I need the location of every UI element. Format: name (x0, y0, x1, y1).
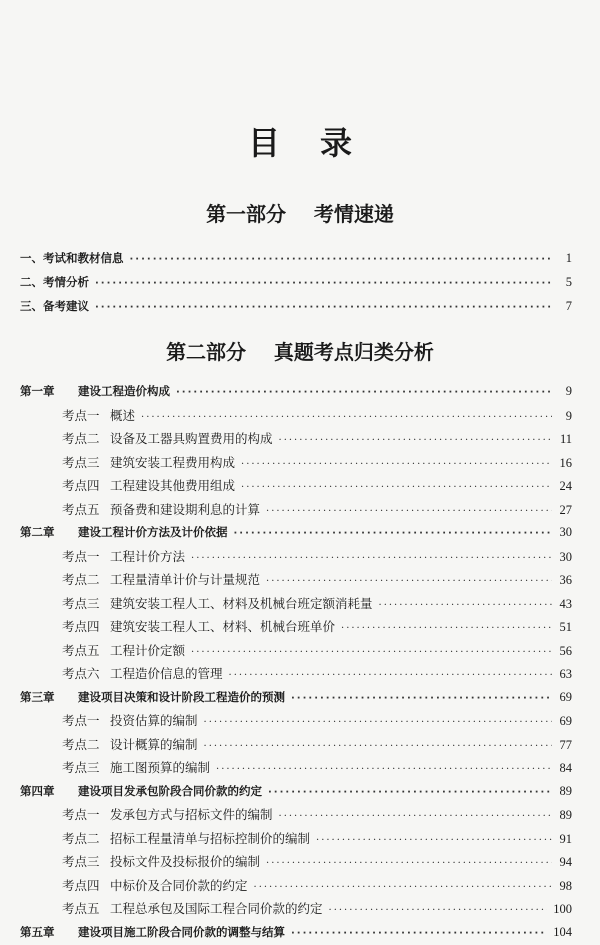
dot-leader (241, 476, 552, 500)
toc-entry-text: 中标价及合同价款的约定 (110, 874, 248, 898)
toc-entry-point[interactable] (20, 592, 572, 616)
toc-entry-text: 工程总承包及国际工程合同价款的约定 (110, 897, 323, 921)
toc-page-number: 24 (558, 475, 572, 499)
toc-entry-point[interactable] (20, 427, 572, 451)
toc-page-number: 9 (558, 380, 572, 404)
toc-entry-label (20, 521, 228, 545)
toc-entry-point[interactable] (20, 756, 572, 780)
toc-entry-label (62, 498, 260, 522)
toc-entry-text: 投资估算的编制 (110, 709, 198, 733)
dot-leader (379, 594, 552, 618)
toc-entry-chapter[interactable] (20, 921, 572, 945)
toc-page-number: 30 (558, 546, 572, 570)
toc-entry-prefix: 考点二 (62, 427, 110, 451)
toc-entry-point[interactable] (20, 733, 572, 757)
toc-entry-chapter[interactable] (20, 780, 572, 804)
toc-entry-point[interactable] (20, 545, 572, 569)
toc-entry-prefix: 考点四 (62, 874, 110, 898)
dot-leader (316, 829, 552, 853)
toc-entry-label (20, 380, 170, 404)
toc-entry-prefix: 考点三 (62, 592, 110, 616)
toc-entry-text: 施工图预算的编制 (110, 756, 210, 780)
toc-entry-prefix: 考点三 (62, 451, 110, 475)
toc-entry-prefix: 考点二 (62, 827, 110, 851)
toc-entry-point[interactable] (20, 709, 572, 733)
toc-entry-point[interactable] (20, 639, 572, 663)
toc-entry-label (62, 404, 135, 428)
toc-page-number: 69 (558, 710, 572, 734)
dot-leader (266, 852, 552, 876)
toc-entry-prefix: 考点五 (62, 498, 110, 522)
toc-entry-text: 工程量清单计价与计量规范 (110, 568, 260, 592)
toc-entry-text: 工程建设其他费用组成 (110, 474, 235, 498)
toc-entry-text: 工程造价信息的管理 (110, 662, 223, 686)
toc-entry-label (62, 639, 185, 663)
dot-leader (176, 381, 552, 405)
toc-entry-prefix: 第一章 (20, 380, 78, 404)
toc-entry-point[interactable] (20, 874, 572, 898)
toc-entry-label (62, 756, 210, 780)
toc-entry-text: 工程计价方法 (110, 545, 185, 569)
toc-page-number: 1 (558, 246, 572, 270)
dot-leader (279, 429, 552, 453)
dot-leader (266, 570, 552, 594)
toc-entry-label (20, 686, 285, 710)
dot-leader (279, 805, 552, 829)
toc-entry-text: 建设项目施工阶段合同价款的调整与结算 (78, 921, 285, 945)
toc-entry-label (62, 709, 198, 733)
toc-page-number: 89 (558, 804, 572, 828)
toc-page-number: 104 (553, 921, 572, 945)
toc-entry-label (62, 427, 273, 451)
toc-page-number: 36 (558, 569, 572, 593)
toc-entry-label (62, 733, 198, 757)
toc-entry-text: 发承包方式与招标文件的编制 (110, 803, 273, 827)
toc-entry-text: 备考建议 (43, 294, 89, 318)
dot-leader (191, 547, 552, 571)
toc-entry-prefix: 一、 (20, 246, 43, 270)
dot-leader (229, 664, 552, 688)
toc-entry-label (20, 780, 262, 804)
dot-leader (341, 617, 552, 641)
toc-entry-chapter[interactable] (20, 380, 572, 404)
dot-leader (130, 248, 553, 272)
toc-entry-prefix: 考点一 (62, 803, 110, 827)
toc-page-number: 16 (558, 452, 572, 476)
toc-entry-text: 概述 (110, 404, 135, 428)
dot-leader (291, 687, 552, 711)
toc-page-number: 30 (558, 521, 572, 545)
toc-page-number: 56 (558, 640, 572, 664)
toc-entry-label (62, 827, 310, 851)
toc-entry-label (62, 874, 248, 898)
part2-heading: 第二部分 真题考点归类分析 (0, 336, 600, 365)
toc-entry-label (20, 294, 89, 318)
toc-entry-point[interactable] (20, 897, 572, 921)
dot-leader (204, 735, 552, 759)
toc-entry-text: 考情分析 (43, 270, 89, 294)
toc-page-number: 69 (558, 686, 572, 710)
toc-entry-label (62, 592, 373, 616)
toc-entry-prefix: 考点三 (62, 756, 110, 780)
toc-entry-point[interactable] (20, 803, 572, 827)
toc-entry-prefix: 考点四 (62, 615, 110, 639)
dot-leader (254, 876, 552, 900)
toc-entry-point[interactable] (20, 404, 572, 428)
toc-entry-text: 建设项目决策和设计阶段工程造价的预测 (78, 686, 285, 710)
toc-entry-chapter[interactable] (20, 294, 572, 318)
toc-entry-prefix: 考点二 (62, 568, 110, 592)
toc-entry-label (20, 270, 89, 294)
part2-toc-list (20, 380, 572, 944)
toc-entry-prefix: 第二章 (20, 521, 78, 545)
toc-entry-label (62, 545, 185, 569)
dot-leader (329, 899, 548, 923)
toc-entry-prefix: 考点五 (62, 639, 110, 663)
toc-page-number: 51 (558, 616, 572, 640)
dot-leader (191, 641, 552, 665)
toc-entry-label (62, 615, 335, 639)
toc-entry-point[interactable] (20, 662, 572, 686)
toc-entry-label (62, 451, 235, 475)
dot-leader (234, 522, 553, 546)
toc-entry-text: 设计概算的编制 (110, 733, 198, 757)
toc-entry-text: 建筑安装工程人工、材料、机械台班单价 (110, 615, 335, 639)
toc-entry-chapter[interactable] (20, 246, 572, 270)
toc-entry-point[interactable] (20, 498, 572, 522)
toc-entry-prefix: 考点五 (62, 897, 110, 921)
toc-entry-label (20, 246, 124, 270)
toc-entry-chapter[interactable] (20, 270, 572, 294)
toc-page-number: 7 (558, 294, 572, 318)
toc-page-number: 63 (558, 663, 572, 687)
toc-entry-prefix: 第四章 (20, 780, 78, 804)
toc-entry-label (62, 850, 260, 874)
dot-leader (266, 500, 552, 524)
toc-entry-point[interactable] (20, 474, 572, 498)
toc-entry-point[interactable] (20, 850, 572, 874)
toc-page-number: 84 (558, 757, 572, 781)
toc-entry-text: 考试和教材信息 (43, 246, 124, 270)
part1-toc-list (20, 246, 572, 318)
toc-entry-text: 建设工程计价方法及计价依据 (78, 521, 228, 545)
toc-entry-prefix: 考点三 (62, 850, 110, 874)
toc-page-number: 77 (558, 734, 572, 758)
toc-entry-label (62, 803, 273, 827)
toc-page-number: 100 (553, 898, 572, 922)
toc-page-number: 98 (558, 875, 572, 899)
toc-entry-text: 建筑安装工程费用构成 (110, 451, 235, 475)
dot-leader (291, 922, 547, 945)
toc-entry-prefix: 考点一 (62, 404, 110, 428)
toc-page-number: 27 (558, 499, 572, 523)
toc-entry-point[interactable] (20, 827, 572, 851)
toc-entry-prefix: 考点一 (62, 545, 110, 569)
toc-entry-prefix: 三、 (20, 294, 43, 318)
toc-entry-prefix: 考点四 (62, 474, 110, 498)
toc-entry-text: 设备及工器具购置费用的构成 (110, 427, 273, 451)
toc-entry-text: 投标文件及投标报价的编制 (110, 850, 260, 874)
toc-entry-label (62, 474, 235, 498)
part1-heading: 第一部分 考情速递 (0, 198, 600, 227)
toc-entry-prefix: 第三章 (20, 686, 78, 710)
toc-entry-text: 建筑安装工程人工、材料及机械台班定额消耗量 (110, 592, 373, 616)
page-title: 目录 (0, 118, 600, 164)
toc-entry-label (62, 897, 323, 921)
toc-page-number: 43 (558, 593, 572, 617)
dot-leader (141, 406, 552, 430)
toc-entry-prefix: 第五章 (20, 921, 78, 945)
toc-entry-prefix: 考点二 (62, 733, 110, 757)
toc-page-number: 11 (558, 428, 572, 452)
toc-entry-text: 预备费和建设期利息的计算 (110, 498, 260, 522)
dot-leader (95, 296, 552, 320)
toc-page-number: 5 (558, 270, 572, 294)
dot-leader (268, 781, 552, 805)
toc-page-number: 94 (558, 851, 572, 875)
toc-entry-chapter[interactable] (20, 686, 572, 710)
toc-entry-text: 建设工程造价构成 (78, 380, 170, 404)
dot-leader (95, 272, 552, 296)
toc-entry-prefix: 二、 (20, 270, 43, 294)
toc-entry-chapter[interactable] (20, 521, 572, 545)
toc-entry-point[interactable] (20, 451, 572, 475)
toc-entry-point[interactable] (20, 568, 572, 592)
toc-page-number: 91 (558, 828, 572, 852)
toc-page-number: 9 (558, 405, 572, 429)
toc-entry-label (62, 568, 260, 592)
toc-entry-label (20, 921, 285, 945)
toc-entry-prefix: 考点六 (62, 662, 110, 686)
toc-entry-point[interactable] (20, 615, 572, 639)
dot-leader (204, 711, 552, 735)
toc-entry-prefix: 考点一 (62, 709, 110, 733)
toc-entry-text: 招标工程量清单与招标控制价的编制 (110, 827, 310, 851)
dot-leader (241, 453, 552, 477)
toc-entry-text: 建设项目发承包阶段合同价款的约定 (78, 780, 262, 804)
toc-entry-label (62, 662, 223, 686)
toc-entry-text: 工程计价定额 (110, 639, 185, 663)
toc-page-number: 89 (558, 780, 572, 804)
dot-leader (216, 758, 552, 782)
